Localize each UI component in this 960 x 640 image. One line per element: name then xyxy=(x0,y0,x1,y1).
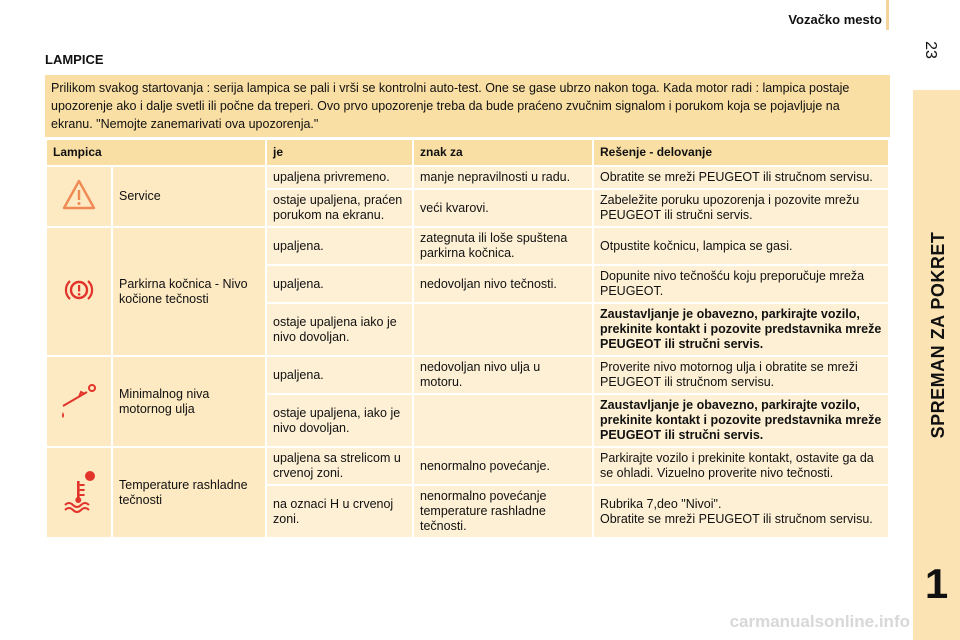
warning-lights-table xyxy=(45,138,890,539)
state-cell: upaljena. xyxy=(267,357,412,393)
chapter-tab[interactable] xyxy=(913,90,960,640)
state-cell: na oznaci H u crvenoj zoni. xyxy=(267,486,412,537)
action-cell: Rubrika 7,deo "Nivoi". Obratite se mreži PEUGEOT ili stručnom servisu. xyxy=(594,486,888,537)
lamp-name: Minimalnog niva motornog ulja xyxy=(113,357,265,446)
lamp-name: Temperature rashladne tečnosti xyxy=(113,448,265,537)
action-cell: Dopunite nivo tečnošću koju preporučuje mreža PEUGEOT. xyxy=(594,266,888,302)
table-row xyxy=(47,448,888,484)
state-cell: ostaje upaljena iako je nivo dovoljan. xyxy=(267,304,412,355)
meaning-cell: manje nepravilnosti u radu. xyxy=(414,167,592,188)
action-cell: Obratite se mreži PEUGEOT ili stručnom servisu. xyxy=(594,167,888,188)
oil-can-icon xyxy=(47,357,111,446)
state-cell: upaljena. xyxy=(267,266,412,302)
action-cell: Proverite nivo motornog ulja i obratite se mreži PEUGEOT ili stručnom servisu. xyxy=(594,357,888,393)
watermark: carmanualsonline.info xyxy=(729,612,910,631)
running-header: Vozačko mesto xyxy=(788,12,882,27)
action-cell: Zaustavljanje je obavezno, parkirajte vozilo, prekinite kontakt i pozovite predstavnika mreže PEUGEOT ili stručni servis. xyxy=(594,395,888,446)
warning-triangle-icon xyxy=(47,167,111,226)
state-cell: upaljena. xyxy=(267,228,412,264)
parking-brake-icon xyxy=(47,228,111,355)
state-cell: upaljena privremeno. xyxy=(267,167,412,188)
action-cell: Otpustite kočnicu, lampica se gasi. xyxy=(594,228,888,264)
table-row xyxy=(47,357,888,393)
state-cell: upaljena sa strelicom u crvenoj zoni. xyxy=(267,448,412,484)
header-je: je xyxy=(267,140,412,165)
action-cell: Zaustavljanje je obavezno, parkirajte vozilo, prekinite kontakt i pozovite predstavnika mreže PEUGEOT ili stručni servis. xyxy=(594,304,888,355)
state-cell: ostaje upaljena, praćen porukom na ekranu. xyxy=(267,190,412,226)
header-lampica: Lampica xyxy=(47,140,265,165)
header-rule xyxy=(886,0,889,30)
action-cell: Zabeležite poruku upozorenja i pozovite mrežu PEUGEOT ili stručni servis. xyxy=(594,190,888,226)
lamp-name: Parkirna kočnica - Nivo kočione tečnosti xyxy=(113,228,265,355)
meaning-cell: nedovoljan nivo ulja u motoru. xyxy=(414,357,592,393)
meaning-cell: veći kvarovi. xyxy=(414,190,592,226)
lamp-name: Service xyxy=(113,167,265,226)
action-cell: Parkirajte vozilo i prekinite kontakt, ostavite ga da se ohladi. Vizuelno proverite nivo tečnosti. xyxy=(594,448,888,484)
meaning-cell xyxy=(414,304,592,355)
section-title: LAMPICE xyxy=(45,52,104,67)
chapter-number: 1 xyxy=(924,560,949,607)
page-number: 23 xyxy=(922,41,939,59)
meaning-cell: nenormalno povećanje temperature rashladne tečnosti. xyxy=(414,486,592,537)
chapter-title: SPREMAN ZA POKRET xyxy=(928,231,948,439)
table-header-row xyxy=(47,140,888,165)
table-body xyxy=(47,167,888,537)
meaning-cell: nedovoljan nivo tečnosti. xyxy=(414,266,592,302)
meaning-cell: nenormalno povećanje. xyxy=(414,448,592,484)
meaning-cell: zategnuta ili loše spuštena parkirna kočnica. xyxy=(414,228,592,264)
header-resenje: Rešenje - delovanje xyxy=(594,140,888,165)
table-row xyxy=(47,167,888,188)
coolant-temperature-icon xyxy=(47,448,111,537)
meaning-cell xyxy=(414,395,592,446)
state-cell: ostaje upaljena, iako je nivo dovoljan. xyxy=(267,395,412,446)
header-znak-za: znak za xyxy=(414,140,592,165)
intro-paragraph: Prilikom svakog startovanja : serija lampica se pali i vrši se kontrolni auto-test. One se gase ubrzo nakon toga. Kada motor radi : lampica postaje upozorenje ako i dalje svetli ili počne da treperi. Ovo prvo upozorenje treba da bude praćeno zvučnim signalom i porukom koja se pojavljuje na ekranu. "Nemojte zanemarivati ova upozorenja." xyxy=(45,75,890,137)
table-row xyxy=(47,228,888,264)
